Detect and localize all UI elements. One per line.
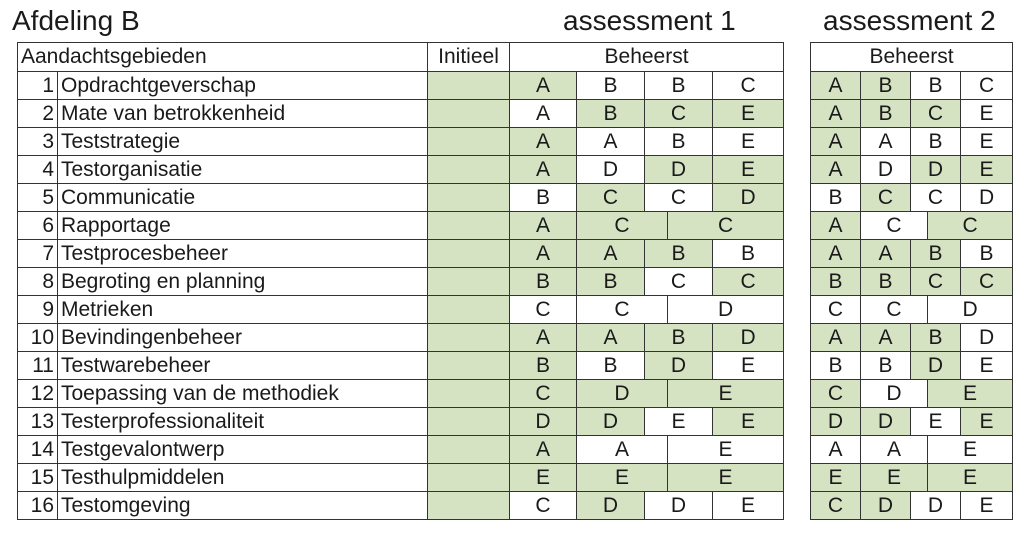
- level-cell: A: [811, 72, 861, 100]
- initial-header: Initieel: [428, 43, 510, 72]
- level-cell: B: [645, 240, 713, 268]
- table-row: [18, 296, 784, 324]
- department-title: Afdeling B: [12, 5, 140, 36]
- table-row: [18, 352, 784, 380]
- initial-cell: [428, 240, 510, 268]
- area-name: Communicatie: [58, 184, 428, 212]
- level-cell: A: [510, 100, 577, 128]
- level-cell: D: [811, 408, 861, 436]
- level-cell: B: [861, 352, 911, 380]
- level-cell: A: [811, 240, 861, 268]
- initial-cell: [428, 212, 510, 240]
- row-number: 7: [18, 240, 58, 268]
- level-cell: A: [577, 324, 645, 352]
- header-row: [18, 43, 784, 72]
- table-row: [18, 240, 784, 268]
- table-row: [811, 100, 1013, 128]
- level-cell: A: [861, 240, 911, 268]
- level-cell: E: [811, 464, 861, 492]
- row-number: 8: [18, 268, 58, 296]
- table-row: [811, 380, 1013, 408]
- level-cell: C: [861, 184, 911, 212]
- level-cell: B: [510, 268, 577, 296]
- initial-cell: [428, 492, 510, 520]
- level-cell: A: [577, 128, 645, 156]
- level-cell: E: [668, 464, 784, 492]
- assessment-2-title: assessment 2: [823, 5, 996, 36]
- beheerst-header: Beheerst: [510, 43, 784, 72]
- level-cell: C: [577, 212, 668, 240]
- initial-cell: [428, 324, 510, 352]
- level-cell: A: [577, 436, 668, 464]
- level-cell: B: [811, 184, 861, 212]
- area-name: Rapportage: [58, 212, 428, 240]
- level-cell: B: [861, 72, 911, 100]
- row-number: 5: [18, 184, 58, 212]
- level-cell: B: [811, 352, 861, 380]
- level-cell: E: [668, 436, 784, 464]
- level-cell: B: [861, 100, 911, 128]
- table-row: [18, 212, 784, 240]
- level-cell: A: [861, 324, 911, 352]
- table-row: [18, 128, 784, 156]
- level-cell: B: [510, 184, 577, 212]
- initial-cell: [428, 128, 510, 156]
- table-row: [811, 184, 1013, 212]
- row-number: 1: [18, 72, 58, 100]
- level-cell: A: [510, 212, 577, 240]
- level-cell: E: [928, 380, 1013, 408]
- level-cell: D: [861, 156, 911, 184]
- initial-cell: [428, 464, 510, 492]
- level-cell: E: [961, 492, 1013, 520]
- area-name: Testprocesbeheer: [58, 240, 428, 268]
- level-cell: D: [645, 156, 713, 184]
- table-row: [811, 436, 1013, 464]
- row-number: 10: [18, 324, 58, 352]
- level-cell: A: [510, 436, 577, 464]
- level-cell: B: [861, 268, 911, 296]
- level-cell: D: [911, 352, 961, 380]
- level-cell: C: [577, 184, 645, 212]
- table-row: [811, 156, 1013, 184]
- level-cell: C: [713, 268, 784, 296]
- table-row: [811, 352, 1013, 380]
- level-cell: B: [645, 324, 713, 352]
- level-cell: D: [861, 492, 911, 520]
- table-row: [811, 296, 1013, 324]
- area-name: Mate van betrokkenheid: [58, 100, 428, 128]
- level-cell: D: [911, 492, 961, 520]
- level-cell: E: [645, 408, 713, 436]
- initial-cell: [428, 352, 510, 380]
- table-row: [18, 492, 784, 520]
- row-number: 2: [18, 100, 58, 128]
- level-cell: D: [645, 492, 713, 520]
- area-name: Testhulpmiddelen: [58, 464, 428, 492]
- level-cell: B: [911, 324, 961, 352]
- table-row: [811, 212, 1013, 240]
- area-name: Testomgeving: [58, 492, 428, 520]
- initial-cell: [428, 72, 510, 100]
- area-name: Metrieken: [58, 296, 428, 324]
- level-cell: D: [645, 352, 713, 380]
- table-row: [811, 72, 1013, 100]
- table-row: [18, 408, 784, 436]
- row-number: 14: [18, 436, 58, 464]
- areas-header: Aandachtsgebieden: [18, 43, 428, 72]
- table-row: [18, 436, 784, 464]
- level-cell: E: [713, 156, 784, 184]
- area-name: Toepassing van de methodiek: [58, 380, 428, 408]
- level-cell: E: [961, 352, 1013, 380]
- level-cell: C: [510, 492, 577, 520]
- level-cell: A: [510, 240, 577, 268]
- row-number: 9: [18, 296, 58, 324]
- level-cell: D: [577, 380, 668, 408]
- beheerst-header: Beheerst: [811, 43, 1013, 72]
- level-cell: B: [577, 72, 645, 100]
- level-cell: D: [577, 492, 645, 520]
- initial-cell: [428, 380, 510, 408]
- level-cell: D: [577, 408, 645, 436]
- level-cell: C: [713, 72, 784, 100]
- area-name: Opdrachtgeverschap: [58, 72, 428, 100]
- table-row: [18, 100, 784, 128]
- level-cell: C: [928, 212, 1013, 240]
- level-cell: E: [713, 352, 784, 380]
- level-cell: B: [577, 100, 645, 128]
- table-row: [18, 184, 784, 212]
- table-row: [18, 464, 784, 492]
- level-cell: D: [510, 408, 577, 436]
- level-cell: E: [961, 156, 1013, 184]
- level-cell: E: [713, 492, 784, 520]
- level-cell: C: [510, 380, 577, 408]
- level-cell: E: [961, 408, 1013, 436]
- level-cell: B: [510, 352, 577, 380]
- assessment-1-table: [17, 42, 784, 520]
- level-cell: B: [811, 268, 861, 296]
- table-row: [18, 156, 784, 184]
- level-cell: A: [861, 128, 911, 156]
- level-cell: E: [861, 464, 928, 492]
- level-cell: D: [713, 324, 784, 352]
- level-cell: C: [645, 268, 713, 296]
- level-cell: C: [645, 184, 713, 212]
- level-cell: D: [911, 156, 961, 184]
- level-cell: A: [811, 212, 861, 240]
- level-cell: C: [577, 296, 668, 324]
- assessment-2-table: [810, 42, 1013, 520]
- initial-cell: [428, 408, 510, 436]
- level-cell: C: [911, 184, 961, 212]
- level-cell: B: [911, 240, 961, 268]
- level-cell: C: [911, 268, 961, 296]
- level-cell: E: [713, 128, 784, 156]
- level-cell: D: [861, 380, 928, 408]
- area-name: Teststrategie: [58, 128, 428, 156]
- initial-cell: [428, 296, 510, 324]
- level-cell: C: [811, 492, 861, 520]
- initial-cell: [428, 268, 510, 296]
- level-cell: D: [961, 324, 1013, 352]
- row-number: 12: [18, 380, 58, 408]
- table-row: [811, 128, 1013, 156]
- level-cell: E: [668, 380, 784, 408]
- level-cell: D: [668, 296, 784, 324]
- level-cell: C: [961, 72, 1013, 100]
- level-cell: A: [510, 156, 577, 184]
- row-number: 13: [18, 408, 58, 436]
- area-name: Testerprofessionaliteit: [58, 408, 428, 436]
- level-cell: E: [911, 408, 961, 436]
- level-cell: D: [713, 184, 784, 212]
- level-cell: C: [510, 296, 577, 324]
- level-cell: C: [645, 100, 713, 128]
- level-cell: A: [811, 324, 861, 352]
- initial-cell: [428, 436, 510, 464]
- table-row: [18, 72, 784, 100]
- level-cell: A: [510, 128, 577, 156]
- initial-cell: [428, 156, 510, 184]
- row-number: 6: [18, 212, 58, 240]
- table-row: [811, 324, 1013, 352]
- level-cell: A: [811, 100, 861, 128]
- area-name: Testwarebeheer: [58, 352, 428, 380]
- level-cell: E: [713, 100, 784, 128]
- header-row: [811, 43, 1013, 72]
- assessment-1-title: assessment 1: [563, 5, 736, 36]
- level-cell: B: [645, 72, 713, 100]
- level-cell: B: [577, 268, 645, 296]
- level-cell: C: [861, 296, 928, 324]
- table-row: [811, 492, 1013, 520]
- table-row: [18, 268, 784, 296]
- level-cell: A: [510, 72, 577, 100]
- level-cell: A: [510, 324, 577, 352]
- level-cell: D: [928, 296, 1013, 324]
- level-cell: E: [928, 436, 1013, 464]
- area-name: Bevindingenbeheer: [58, 324, 428, 352]
- level-cell: C: [961, 268, 1013, 296]
- level-cell: E: [577, 464, 668, 492]
- level-cell: A: [577, 240, 645, 268]
- level-cell: C: [861, 212, 928, 240]
- area-name: Begroting en planning: [58, 268, 428, 296]
- table-row: [811, 268, 1013, 296]
- level-cell: E: [713, 408, 784, 436]
- initial-cell: [428, 100, 510, 128]
- level-cell: D: [577, 156, 645, 184]
- table-row: [18, 380, 784, 408]
- area-name: Testorganisatie: [58, 156, 428, 184]
- level-cell: B: [577, 352, 645, 380]
- row-number: 11: [18, 352, 58, 380]
- level-cell: D: [861, 408, 911, 436]
- level-cell: A: [811, 156, 861, 184]
- level-cell: C: [811, 296, 861, 324]
- level-cell: B: [911, 72, 961, 100]
- row-number: 15: [18, 464, 58, 492]
- level-cell: C: [911, 100, 961, 128]
- level-cell: A: [811, 128, 861, 156]
- table-row: [811, 240, 1013, 268]
- row-number: 16: [18, 492, 58, 520]
- level-cell: E: [510, 464, 577, 492]
- level-cell: C: [668, 212, 784, 240]
- initial-cell: [428, 184, 510, 212]
- table-row: [18, 324, 784, 352]
- level-cell: C: [811, 380, 861, 408]
- level-cell: A: [861, 436, 928, 464]
- level-cell: E: [961, 128, 1013, 156]
- level-cell: B: [961, 240, 1013, 268]
- table-row: [811, 464, 1013, 492]
- level-cell: B: [713, 240, 784, 268]
- row-number: 3: [18, 128, 58, 156]
- area-name: Testgevalontwerp: [58, 436, 428, 464]
- level-cell: E: [928, 464, 1013, 492]
- level-cell: A: [811, 436, 861, 464]
- table-row: [811, 408, 1013, 436]
- level-cell: B: [911, 128, 961, 156]
- row-number: 4: [18, 156, 58, 184]
- level-cell: D: [961, 184, 1013, 212]
- level-cell: B: [645, 128, 713, 156]
- level-cell: E: [961, 100, 1013, 128]
